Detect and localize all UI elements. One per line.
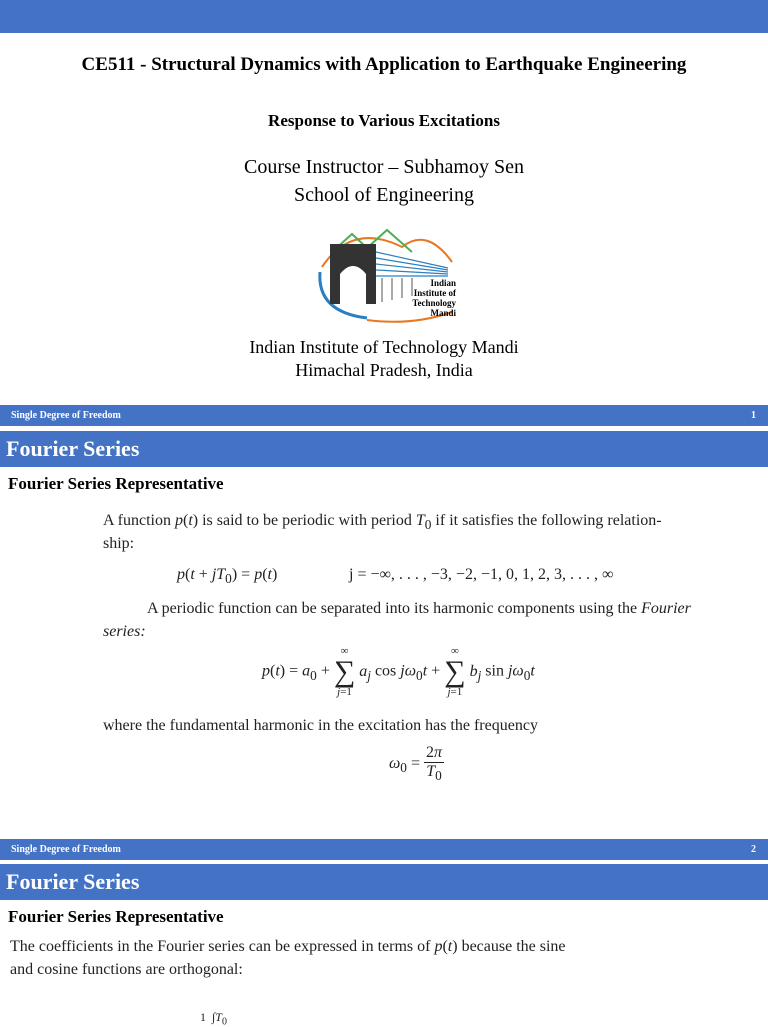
top-banner bbox=[0, 0, 768, 33]
footer-page-number: 1 bbox=[751, 410, 756, 421]
institute-name: Indian Institute of Technology Mandi bbox=[249, 337, 519, 357]
iit-mandi-logo bbox=[312, 222, 458, 326]
footer-page-number: 2 bbox=[751, 844, 756, 855]
footer-section: Single Degree of Freedom bbox=[11, 410, 121, 421]
paragraph-periodic-cont: ship: bbox=[103, 535, 135, 552]
instructor: Course Instructor – Subhamoy Sen bbox=[244, 156, 524, 178]
paragraph-periodic: A function p(t) is said to be periodic with period $T_0$ if it satisfies the following relation- bbox=[103, 512, 662, 533]
slide-footer bbox=[0, 405, 768, 426]
course-title: CE511 - Structural Dynamics with Application to Earthquake Engineering bbox=[81, 54, 687, 75]
slide-title: Fourier Series bbox=[0, 864, 768, 900]
institute-location: Himachal Pradesh, India bbox=[295, 360, 473, 380]
equation-range: j = −∞, . . . , −3, −2, −1, 0, 1, 2, 3, . . . , ∞ bbox=[349, 566, 614, 583]
equation-fourier-series: $p(t) = a_0$ + ∞ ∑ j=1 $a_j$ $\cos j\omega_0t$ + ∞ ∑ j=1 $b_j$ $\sin j\omega_0t$ bbox=[262, 645, 535, 698]
paragraph-harmonic-cont: series: bbox=[103, 623, 146, 640]
topic-title: Response to Various Excitations bbox=[268, 111, 500, 130]
equation-omega: $\omega_0$ = $\frac{2\pi}{T_0}$ bbox=[389, 744, 443, 784]
paragraph-harmonic: A periodic function can be separated into its harmonic components using the Fourier bbox=[147, 600, 691, 617]
slide-subheading: Fourier Series Representative bbox=[8, 907, 224, 926]
paragraph-coefficients: The coefficients in the Fourier series can be expressed in terms of p(t) because the sine bbox=[10, 938, 566, 955]
paragraph-coefficients-cont: and cosine functions are orthogonal: bbox=[10, 961, 243, 978]
equation-periodicity: $p(t + jT_0) = p(t)$ bbox=[177, 566, 278, 587]
slide-title: Fourier Series bbox=[0, 431, 768, 467]
slide-footer bbox=[0, 839, 768, 860]
logo-text: Indian Institute of Technology Mandi bbox=[412, 278, 456, 318]
paragraph-fundamental: where the fundamental harmonic in the excitation has the frequency bbox=[103, 717, 538, 734]
equation-coefficient-partial: 1 $\int T_0$ bbox=[200, 1010, 227, 1027]
slide-subheading: Fourier Series Representative bbox=[8, 474, 224, 493]
footer-section: Single Degree of Freedom bbox=[11, 844, 121, 855]
school: School of Engineering bbox=[294, 184, 474, 206]
